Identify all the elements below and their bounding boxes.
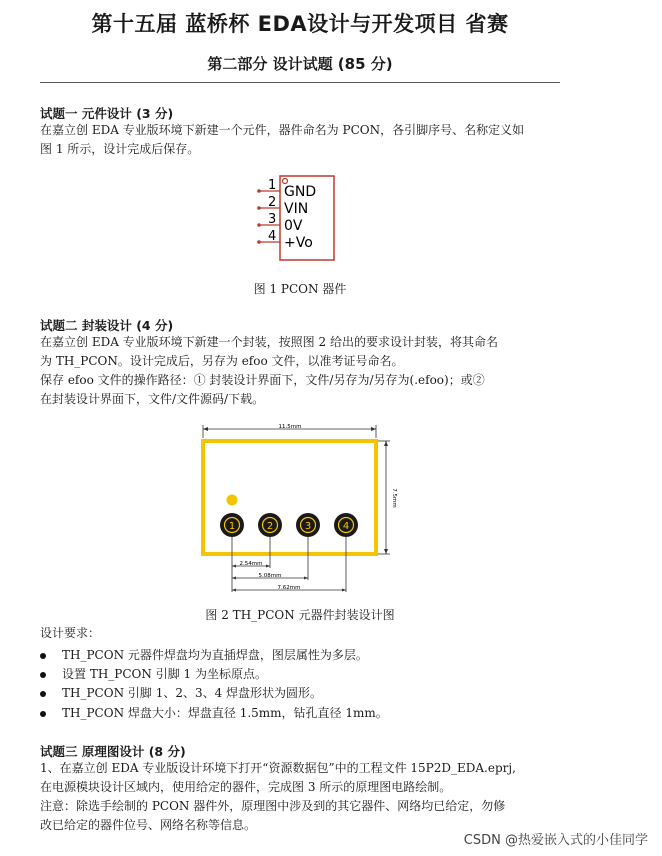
requirement-item: TH_PCON 焊盘大小：焊盘直径 1.5mm，钻孔直径 1mm。: [40, 704, 388, 721]
requirement-item: TH_PCON 元器件焊盘均为直插焊盘，图层属性为多层。: [40, 646, 368, 663]
pad-number: 4: [342, 521, 350, 532]
q1-heading: 试题一 元件设计 (3 分): [40, 106, 174, 121]
q1-text-2: 图 1 所示，设计完成后保存。: [40, 142, 200, 156]
pin-name: +Vo: [284, 235, 313, 251]
q2-text-2: 为 TH_PCON。设计完成后，另存为 efoo 文件，以准考证号命名。: [40, 354, 404, 368]
q3-heading: 试题三 原理图设计 (8 分): [40, 744, 186, 759]
pad-1: [220, 513, 244, 537]
q3-text-3: 注意：除选手绘制的 PCON 器件外，原理图中涉及到的其它器件、网络均已给定，勿修: [40, 799, 506, 813]
width-dimension-label: 11.5mm: [278, 424, 302, 430]
pin-name: 0V: [284, 218, 303, 234]
title-divider: [40, 82, 560, 83]
pin1-indicator-dot: [227, 495, 238, 506]
pin-number: 4: [268, 229, 277, 244]
requirements-title: 设计要求：: [40, 626, 101, 640]
q3-text-1: 1、在嘉立创 EDA 专业版设计环境下打开“资源数据包”中的工程文件 15P2D_EDA.eprj,: [40, 761, 516, 775]
q1-text-1: 在嘉立创 EDA 专业版环境下新建一个元件，器件命名为 PCON，各引脚序号、名称定义如: [40, 123, 525, 137]
requirement-item: 设置 TH_PCON 引脚 1 为坐标原点。: [40, 665, 267, 682]
pin-number: 1: [268, 178, 277, 193]
pad-number: 1: [228, 521, 236, 532]
q3-text-4: 改已给定的器件位号、网络名称等信息。: [40, 818, 257, 832]
pitch-label-2: 5.08mm: [258, 573, 282, 579]
q2-heading: 试题二 封装设计 (4 分): [40, 318, 174, 333]
pin-number: 2: [268, 195, 277, 210]
pad-3: [296, 513, 320, 537]
q2-text-1: 在嘉立创 EDA 专业版环境下新建一个封装，按照图 2 给出的要求设计封装，将其命名: [40, 335, 498, 349]
footprint-figure: [190, 420, 410, 600]
page-title: 第十五届 蓝桥杯 EDA设计与开发项目 省赛: [91, 12, 509, 36]
q2-text-4: 在封装设计界面下，文件/文件源码/下载。: [40, 392, 265, 406]
pad-2: [258, 513, 282, 537]
csdn-watermark: CSDN @热爱嵌入式的小佳同学: [463, 833, 648, 848]
pad-number: 3: [304, 521, 312, 532]
figure2-caption: 图 2 TH_PCON 元器件封装设计图: [205, 608, 395, 622]
pad-4: [334, 513, 358, 537]
requirement-item: TH_PCON 引脚 1、2、3、4 焊盘形状为圆形。: [40, 684, 322, 701]
q2-text-3: 保存 efoo 文件的操作路径：① 封装设计界面下，文件/另存为/另存为(.efoo)；或②: [40, 373, 485, 387]
pin-number: 3: [268, 212, 277, 227]
pin-name: VIN: [284, 201, 309, 217]
height-dimension-label: 7.5mm: [391, 488, 397, 508]
pin-name: GND: [284, 184, 317, 200]
section-subtitle: 第二部分 设计试题 (85 分): [207, 55, 393, 73]
figure1-caption: 图 1 PCON 器件: [253, 282, 347, 296]
pitch-label-3: 7.62mm: [277, 585, 301, 591]
pin1-marker: [283, 179, 288, 184]
pad-number: 2: [266, 521, 274, 532]
pcon-symbol-figure: [250, 170, 350, 266]
pin-row-1: [257, 178, 316, 200]
q3-text-2: 在电源模块设计区域内，使用给定的器件，完成图 3 所示的原理图电路绘制。: [40, 780, 452, 794]
pitch-label-1: 2.54mm: [239, 561, 263, 567]
